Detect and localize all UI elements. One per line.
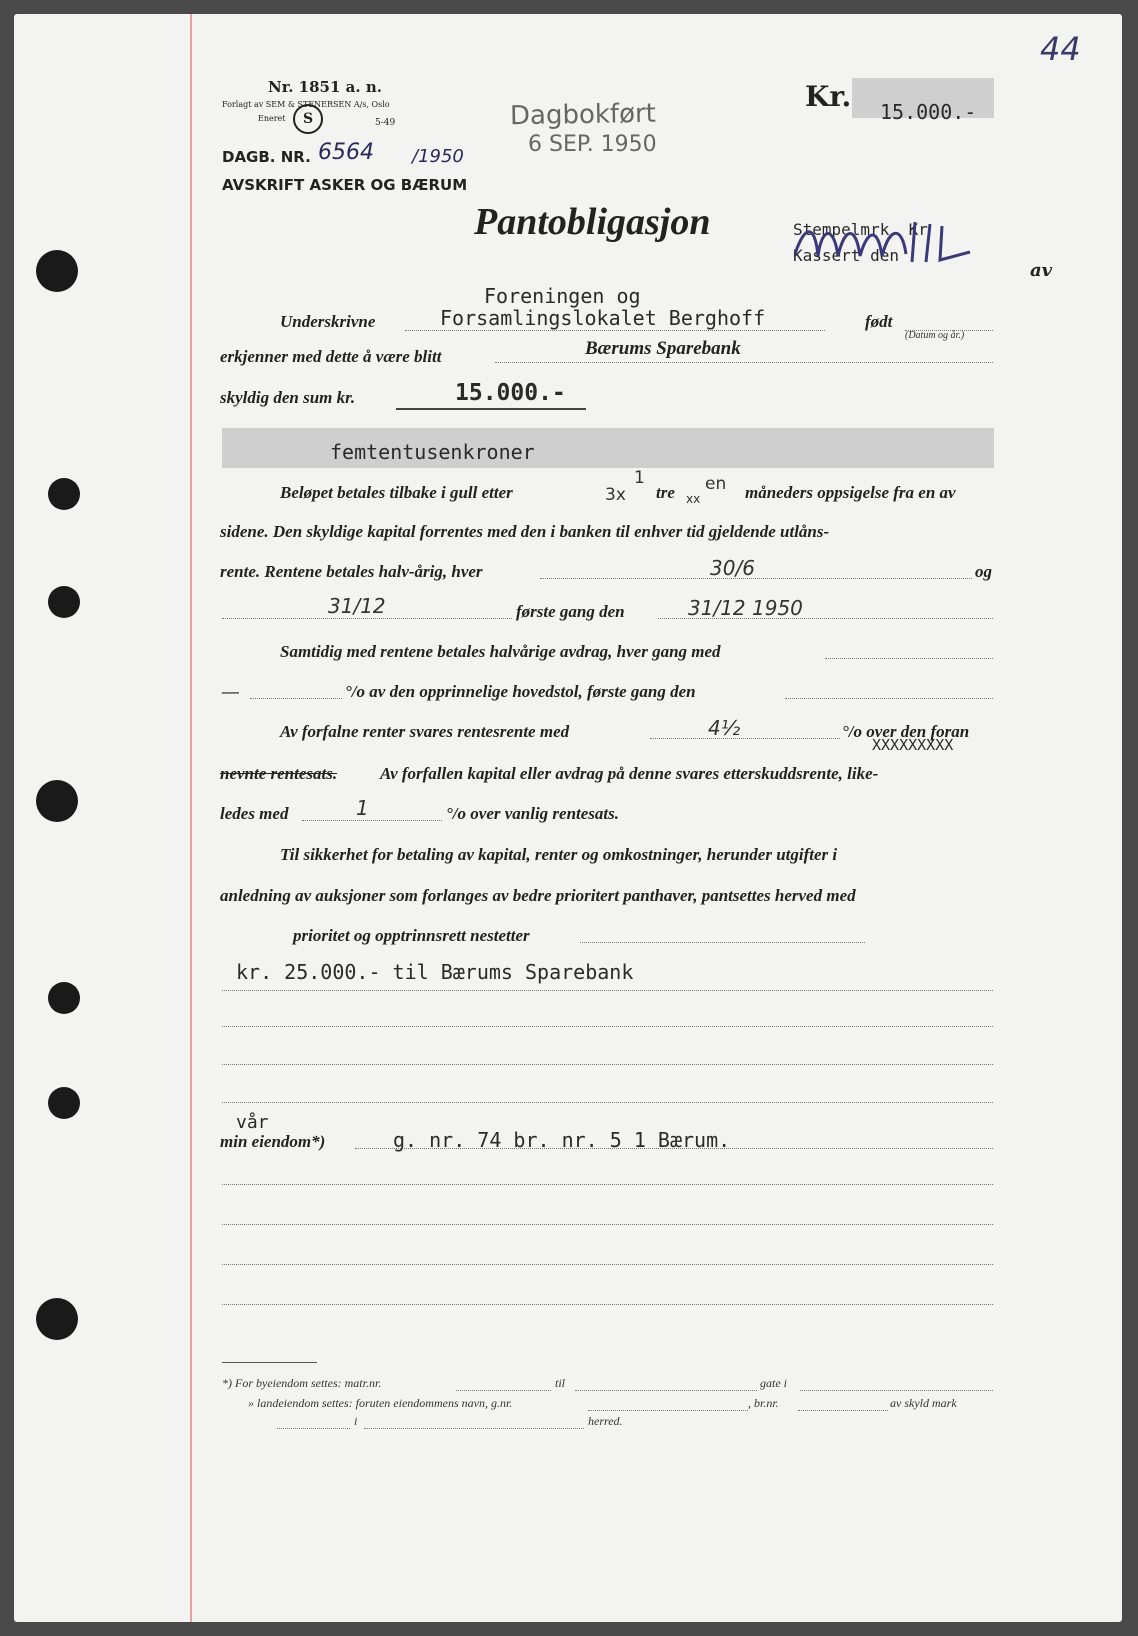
stamp-signature [790, 214, 990, 274]
blank-line [222, 990, 993, 991]
stamp-mark-text: Stempelmrk. Kr [793, 220, 928, 239]
tre-label: tre [656, 483, 675, 502]
sum-line [396, 408, 586, 410]
eiendom-value: g. nr. 74 br. nr. 5 1 Bærum. [393, 1128, 731, 1152]
body-line-8a: nevnte rentesats. [220, 764, 338, 783]
document-title: Pantobligasjon [474, 201, 711, 243]
fn-line [277, 1428, 350, 1429]
form-number: Nr. 1851 a. n. [268, 78, 382, 96]
frac-pre: 3x [605, 485, 626, 505]
sum-in-words: femtentusenkroner [330, 440, 535, 464]
punch-hole [48, 1087, 80, 1119]
body-line-1b: måneders oppsigelse fra en av [745, 483, 956, 502]
creditor-stamp: Bærums Sparebank [585, 338, 741, 359]
en-label: en [705, 474, 727, 494]
priority-line [580, 942, 865, 943]
var-label: vår [236, 1112, 269, 1133]
first-date: 31/12 1950 [688, 596, 803, 620]
avdrag-date-line [785, 698, 993, 699]
blank-line [222, 1264, 993, 1265]
publisher-eneret: Eneret [258, 114, 286, 123]
punch-hole [48, 478, 80, 510]
og-label: og [975, 562, 992, 581]
footnote-3a: i [354, 1414, 358, 1428]
fn-line [798, 1410, 888, 1411]
fn-line [800, 1390, 993, 1391]
fodt-label: født [865, 312, 893, 331]
priority-value: kr. 25.000.- til Bærums Sparebank [236, 960, 634, 984]
interest-date-1: 30/6 [710, 556, 755, 580]
blank-line [222, 1184, 993, 1185]
dagbokfort-stamp: Dagbokført [509, 98, 657, 132]
dagb-year: /1950 [412, 146, 464, 167]
fn-line [456, 1390, 551, 1391]
body-line-11: anledning av auksjoner som forlanges av bedre prioritert panthaver, pantsettes herved med [220, 886, 856, 905]
publisher-date: 5-49 [375, 118, 396, 128]
body-line-7b: °/o over den foran [842, 722, 970, 741]
eiendom-label: min eiendom*) [220, 1132, 326, 1151]
forste-gang-label: første gang den [516, 602, 625, 621]
kr-amount: 15.000.- [880, 100, 977, 124]
debtor-line [405, 330, 825, 331]
punch-hole [36, 1298, 78, 1340]
dagb-number: 6564 [318, 140, 374, 165]
blank-line [222, 1064, 993, 1065]
rentesrente-line [650, 738, 840, 739]
strikeout-x: XXXXXXXXX [872, 736, 954, 754]
stamp-cancel-text: Kassert den [793, 246, 899, 265]
footnote-1c: gate i [760, 1376, 787, 1390]
body-line-2: sidene. Den skyldige kapital forrentes med den i banken til enhver tid gjeldende utlåns- [220, 522, 830, 541]
page-number: 44 [1040, 30, 1081, 68]
blank-line [222, 1102, 993, 1103]
debtor-line-1: Foreningen og [484, 284, 641, 308]
creditor-line [495, 362, 993, 363]
sum-amount: 15.000.- [455, 380, 566, 406]
body-line-9b: °/o over vanlig rentesats. [446, 804, 620, 823]
body-line-1a: Beløpet betales tilbake i gull etter [280, 483, 513, 502]
punch-hole [36, 250, 78, 292]
overdue-rate: 1 [356, 796, 369, 820]
footnote-2a: » landeiendom settes: foruten eiendommens navn, g.nr. [248, 1396, 513, 1410]
footnote-3b: herred. [588, 1414, 623, 1428]
debtor-line-2: Forsamlingslokalet Berghoff [440, 306, 766, 330]
avdrag-pct-line [250, 698, 342, 699]
tre-strike: xx [686, 492, 701, 506]
punch-hole [36, 780, 78, 822]
body-line-6: °/o av den opprinnelige hovedstol, første gang den [345, 682, 696, 701]
punch-hole [48, 586, 80, 618]
publisher-logo: S [293, 104, 323, 134]
fn-line [364, 1428, 584, 1429]
fn-line [588, 1410, 748, 1411]
kr-label: Kr. [805, 80, 852, 113]
body-line-8b: Av forfallen kapital eller avdrag på denne svares etterskuddsrente, like- [380, 764, 879, 783]
frac-num: 1 [634, 468, 645, 488]
footnote-2b: , br.nr. [748, 1396, 779, 1410]
eiendom-line [355, 1148, 993, 1149]
body-line-12: prioritet og opptrinnsrett nestetter [293, 926, 530, 945]
erkjenner-label: erkjenner med dette å være blitt [220, 347, 442, 366]
av-label: av [1030, 260, 1053, 281]
margin-line [190, 14, 192, 1622]
footnote-1a: *) For byeiendom settes: matr.nr. [222, 1376, 382, 1390]
rentesrente-rate: 4½ [708, 716, 741, 740]
first-date-line [658, 618, 993, 619]
body-line-5: Samtidig med rentene betales halvårige avdrag, hver gang med [280, 642, 721, 661]
blank-line [222, 1224, 993, 1225]
interest-date-2: 31/12 [328, 594, 386, 618]
underskrivne-label: Underskrivne [280, 312, 376, 331]
body-line-3: rente. Rentene betales halv-årig, hver [220, 562, 483, 581]
publisher-line: Forlagt av SEM & STENERSEN A/s, Oslo [222, 100, 390, 109]
punch-hole [48, 982, 80, 1014]
dash: — [222, 682, 239, 701]
footnote-1b: til [555, 1376, 566, 1390]
dagbokfort-date: 6 SEP. 1950 [528, 132, 657, 157]
footnote-2c: av skyld mark [890, 1396, 957, 1410]
body-line-10: Til sikkerhet for betaling av kapital, renter og omkostninger, herunder utgifter i [280, 845, 838, 864]
dagb-label: DAGB. NR. [222, 148, 311, 166]
avskrift-stamp: AVSKRIFT ASKER OG BÆRUM [222, 176, 468, 194]
avdrag-line [825, 658, 993, 659]
blank-line [222, 1026, 993, 1027]
interest-date-line [540, 578, 972, 579]
blank-line [222, 1304, 993, 1305]
fn-line [575, 1390, 757, 1391]
datum-label: (Datum og år.) [905, 330, 965, 341]
footnote-rule [222, 1362, 317, 1363]
body-line-7: Av forfalne renter svares rentesrente med [280, 722, 570, 741]
overdue-rate-line [302, 820, 442, 821]
skyldig-label: skyldig den sum kr. [220, 388, 356, 407]
body-line-9a: ledes med [220, 804, 289, 823]
date-2-line [222, 618, 512, 619]
